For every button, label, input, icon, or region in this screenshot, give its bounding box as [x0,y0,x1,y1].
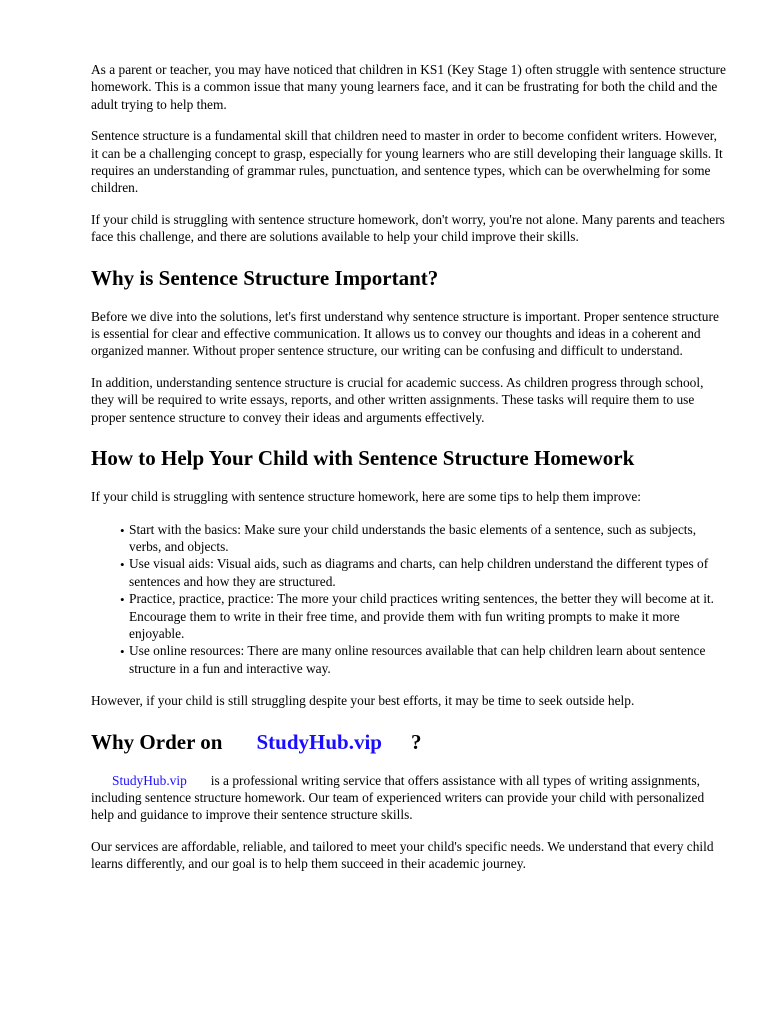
list-item: • Practice, practice, practice: The more your child practices writing sentences, the better they will become at it. Encourage them to write in their free time, and provide them with fun writing prompts to make it more enjoyable. [91,590,727,642]
why-order-paragraph-2: Our services are affordable, reliable, and tailored to meet your child's specific needs. We understand that every child learns differently, and our goal is to help them succeed in their academic journey. [91,838,714,872]
why-important-paragraph-2: In addition, understanding sentence structure is crucial for academic success. As children progress through school, they will be required to write essays, reports, and other written assignments. These tasks will require them to use proper sentence structure to convey their ideas and arguments effectively. [91,374,704,425]
how-to-help-intro: If your child is struggling with sentence structure homework, here are some tips to help them improve: [91,489,641,505]
intro-paragraph-1: As a parent or teacher, you may have noticed that children in KS1 (Key Stage 1) often struggle with sentence structure homework. This is a common issue that many young learners face, and it can be frustrating for both the child and the adult trying to help them. [91,62,726,112]
tips-list [91,521,727,678]
studyhub-heading-link[interactable]: StudyHub.vip [256,729,382,754]
intro-paragraph-3: If your child is struggling with sentence structure homework, don't worry, you're not alone. Many parents and teachers face this challenge, and there are solutions available to help your child improve their skills. [91,211,725,245]
list-item: • Start with the basics: Make sure your child understands the basic elements of a sentence, such as subjects, verbs, and objects. [91,521,727,556]
list-item: • Use visual aids: Visual aids, such as diagrams and charts, can help children understand the different types of sentences and how they are structured. [91,555,727,590]
heading-why-important: Why is Sentence Structure Important? [91,265,439,290]
studyhub-inline-link[interactable]: StudyHub.vip [112,772,187,788]
document-page [91,61,727,873]
heading-why-order-prefix: Why Order on [91,729,223,754]
how-to-help-outro: However, if your child is still struggling despite your best efforts, it may be time to seek outside help. [91,693,635,709]
intro-paragraph-2: Sentence structure is a fundamental skill that children need to master in order to become confident writers. However, it can be a challenging concept to grasp, especially for young learners who are still developing their language skills. It requires an understanding of grammar rules, punctuation, and sentence types, which can be overwhelming for some children. [91,128,723,196]
why-order-paragraph-1 [91,772,727,824]
heading-why-order [91,729,727,755]
heading-how-to-help: How to Help Your Child with Sentence Structure Homework [91,446,635,471]
why-order-paragraph-1-text: is a professional writing service that offers assistance with all types of writing assignments, including sentence structure homework. Our team of experienced writers can provide your child with personalized help and guidance to improve their sentence structure skills. [91,772,705,823]
list-item: • Use online resources: There are many online resources available that can help children learn about sentence structure in a fun and interactive way. [91,642,727,677]
heading-why-order-suffix: ? [410,729,422,754]
why-important-paragraph-1: Before we dive into the solutions, let's first understand why sentence structure is important. Proper sentence structure is essential for clear and effective communication. It allows us to convey our thoughts and ideas in a coherent and organized manner. Without proper sentence structure, our writing can be confusing and difficult to understand. [91,308,719,359]
